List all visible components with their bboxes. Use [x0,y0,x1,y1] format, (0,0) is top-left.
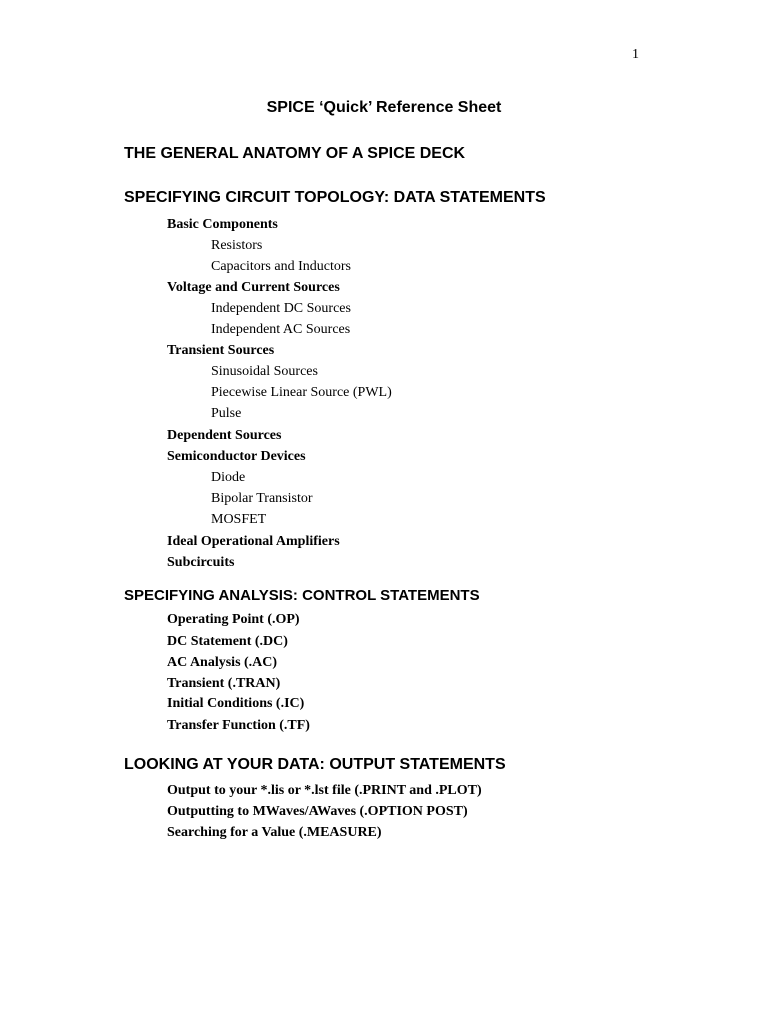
item-pwl: Piecewise Linear Source (PWL) [211,385,392,400]
item-independent-dc: Independent DC Sources [211,301,351,316]
item-basic-components: Basic Components [167,217,278,232]
page-number: 1 [632,47,639,62]
item-sinusoidal: Sinusoidal Sources [211,364,318,379]
heading-analysis: SPECIFYING ANALYSIS: CONTROL STATEMENTS [124,587,480,604]
item-option-post: Outputting to MWaves/AWaves (.OPTION POST) [167,804,468,819]
item-resistors: Resistors [211,238,263,253]
item-ideal-opamps: Ideal Operational Amplifiers [167,534,340,549]
item-voltage-current-sources: Voltage and Current Sources [167,280,340,295]
heading-anatomy: THE GENERAL ANATOMY OF A SPICE DECK [124,145,466,162]
item-dependent-sources: Dependent Sources [167,428,282,443]
item-semiconductor-devices: Semiconductor Devices [167,449,306,464]
item-subcircuits: Subcircuits [167,555,235,570]
item-initial-conditions: Initial Conditions (.IC) [167,696,305,711]
item-operating-point: Operating Point (.OP) [167,612,300,627]
item-dc-statement: DC Statement (.DC) [167,634,288,649]
page-title: SPICE ‘Quick’ Reference Sheet [266,99,502,116]
item-pulse: Pulse [211,406,242,421]
item-capacitors-inductors: Capacitors and Inductors [211,259,351,274]
item-independent-ac: Independent AC Sources [211,322,351,337]
item-diode: Diode [211,470,246,485]
item-transient-sources: Transient Sources [167,343,275,358]
item-ac-analysis: AC Analysis (.AC) [167,655,278,670]
item-bipolar-transistor: Bipolar Transistor [211,491,313,506]
item-mosfet: MOSFET [211,512,267,527]
heading-topology: SPECIFYING CIRCUIT TOPOLOGY: DATA STATEMENTS [124,189,546,206]
item-transfer-function: Transfer Function (.TF) [167,718,310,733]
item-print-plot: Output to your *.lis or *.lst file (.PRINT and .PLOT) [167,783,482,798]
item-measure: Searching for a Value (.MEASURE) [167,825,382,840]
item-transient: Transient (.TRAN) [167,676,281,691]
heading-output: LOOKING AT YOUR DATA: OUTPUT STATEMENTS [124,756,506,773]
